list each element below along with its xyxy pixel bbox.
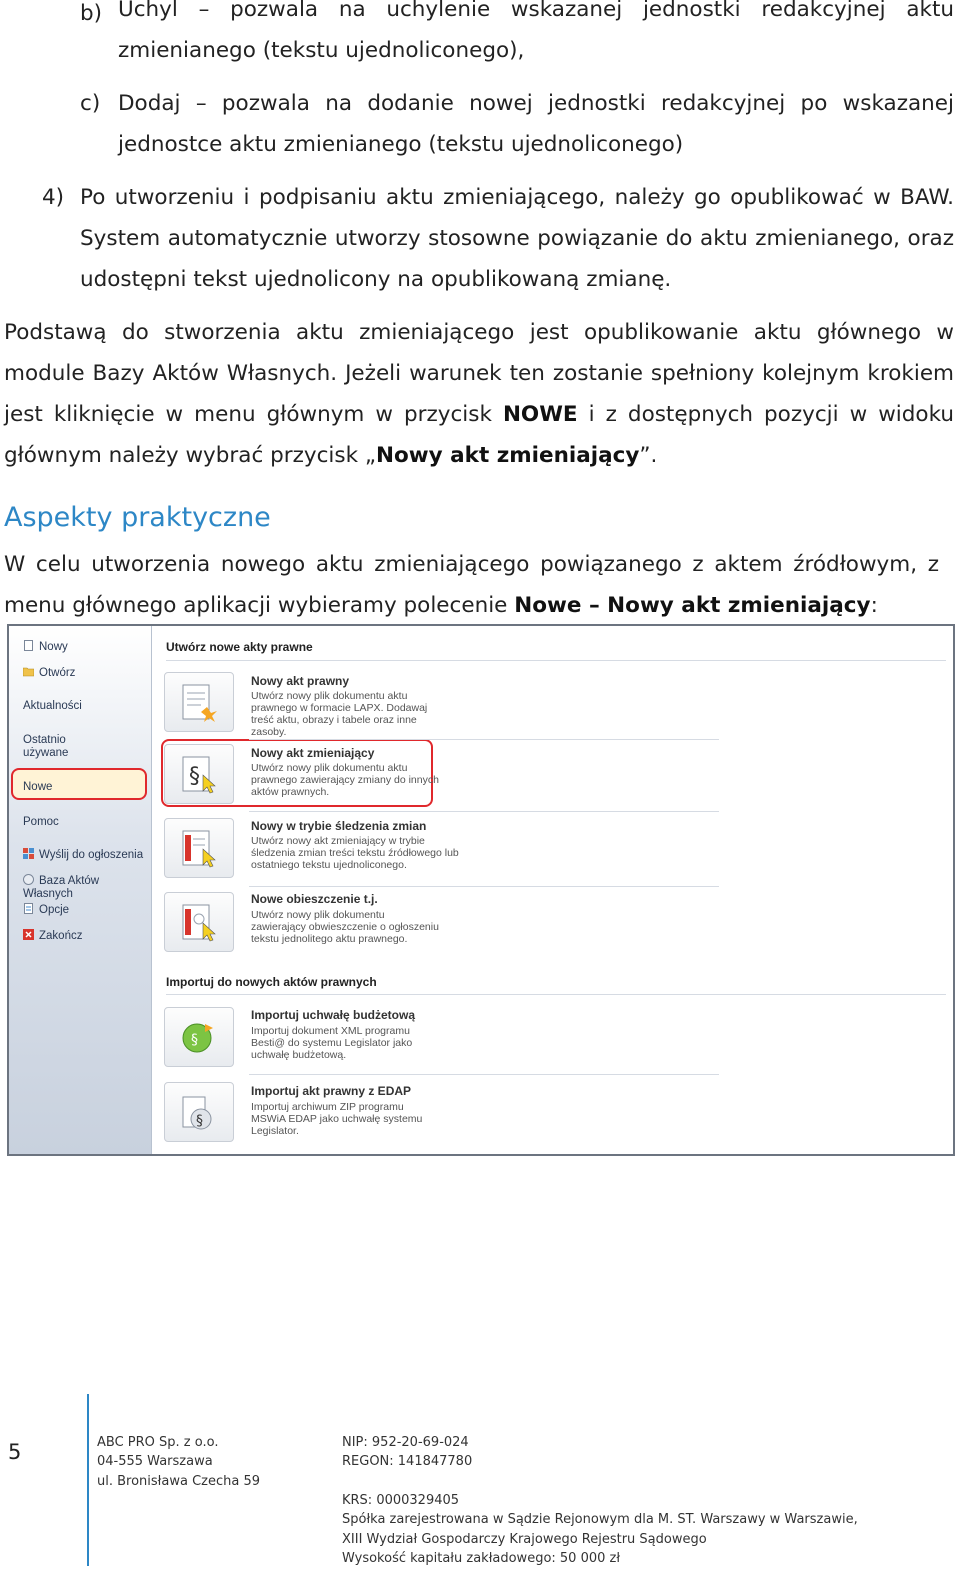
divider [166, 994, 946, 995]
close-icon [23, 929, 34, 940]
footer-company: ABC PRO Sp. z o.o. [97, 1435, 219, 1450]
sidebar-item-ostatnio[interactable]: Ostatnio używane [23, 734, 69, 759]
item-desc: Importuj dokument XML programu Besti@ do systemu Legislator jako uchwałę budżetową. [251, 1025, 413, 1061]
divider [249, 1074, 719, 1075]
item-desc: Importuj archiwum ZIP programu MSWiA EDAP jako uchwałę systemu Legislator. [251, 1101, 423, 1137]
item-desc: Utwórz nowy plik dokumentu aktu prawnego zawierający zmiany do innych aktów prawnych. [251, 762, 439, 798]
backstage-sidebar [9, 626, 152, 1154]
footer-divider [87, 1394, 89, 1566]
sidebar-item-wyslij[interactable]: Wyślij do ogłoszenia [23, 848, 143, 862]
footer-court2: XIII Wydział Gospodarczy Krajowego Rejestru Sądowego [342, 1532, 707, 1547]
paragraph-intro: Podstawą do stworzenia aktu zmieniającego jest opublikowanie aktu głównego w module Bazy Aktów Własnych. Jeżeli warunek ten zostanie spełniony kolejnym krokiem jest kliknięcie w menu głównym w przycisk NOWE i z dostępnych pozycji w widoku głównym należy wybrać przycisk „Nowy akt zmieniający”. [4, 320, 954, 468]
sidebar-item-aktualnosci[interactable]: Aktualności [23, 700, 82, 712]
list-item-b: Uchyl – pozwala na uchylenie wskazanej jednostki redakcyjnej aktu zmienianego (tekstu ujednoliconego), [118, 0, 954, 63]
folder-icon [23, 666, 34, 677]
paragraph-icon [177, 753, 221, 797]
app-screenshot [7, 624, 955, 1156]
footer-regon: REGON: 141847780 [342, 1454, 473, 1469]
sidebar-item-opcje[interactable]: Opcje [23, 903, 69, 917]
item-title: Nowy w trybie śledzenia zmian [251, 819, 427, 833]
divider [166, 660, 946, 661]
section-heading: Aspekty praktyczne [4, 502, 271, 533]
options-icon [23, 903, 34, 914]
new-doc-icon [23, 640, 34, 651]
track-changes-tile[interactable] [164, 818, 234, 878]
new-amending-act-tile[interactable] [164, 744, 234, 804]
sidebar-item-otworz[interactable]: Otwórz [23, 666, 75, 680]
list-label-b: b) [80, 1, 103, 26]
divider [249, 739, 719, 740]
svg-text:§: § [196, 1113, 203, 1129]
item-title: Nowy akt zmieniający [251, 746, 375, 760]
footer-krs: KRS: 0000329405 [342, 1493, 460, 1508]
database-icon [23, 874, 34, 885]
section-import-title: Importuj do nowych aktów prawnych [166, 975, 377, 989]
import-edap-icon [177, 1091, 221, 1135]
new-act-icon [177, 681, 221, 725]
item-title: Importuj akt prawny z EDAP [251, 1084, 412, 1098]
send-icon [23, 848, 34, 859]
import-budget-icon [177, 1016, 221, 1060]
list-label-c: c) [80, 91, 101, 116]
sidebar-item-nowe[interactable]: Nowe [23, 781, 53, 793]
footer-address2: ul. Bronisława Czecha 59 [97, 1474, 260, 1489]
item-title: Importuj uchwałę budżetową [251, 1008, 416, 1022]
new-act-tile[interactable] [164, 672, 234, 732]
item-desc: Utwórz nowy akt zmieniający w trybie śledzenia zmian treści tekstu źródłowego lub ostatniego tekstu ujednoliconego. [251, 835, 459, 871]
item-title: Nowy akt prawny [251, 674, 350, 688]
svg-text:§: § [189, 764, 200, 789]
divider [249, 886, 719, 887]
footer-court1: Spółka zarejestrowana w Sądzie Rejonowym dla M. ST. Warszawy w Warszawie, [342, 1512, 858, 1527]
notice-icon [177, 901, 221, 945]
paragraph-practical: W celu utworzenia nowego aktu zmieniającego powiązanego z aktem źródłowym, z menu głównego aplikacji wybieramy polecenie Nowe – Nowy akt zmieniający: [4, 552, 939, 618]
page-number: 5 [8, 1440, 22, 1464]
footer-address1: 04-555 Warszawa [97, 1454, 213, 1469]
sidebar-item-pomoc[interactable]: Pomoc [23, 816, 59, 828]
svg-text:§: § [191, 1032, 198, 1048]
list-item-c: Dodaj – pozwala na dodanie nowej jednostki redakcyjnej po wskazanej jednostce aktu zmienianego (tekstu ujednoliconego) [118, 91, 954, 157]
sidebar-item-baza[interactable]: Baza Aktów Własnych [23, 875, 100, 900]
new-notice-tile[interactable] [164, 892, 234, 952]
item-title: Nowe obieszczenie t.j. [251, 892, 378, 906]
item-desc: Utwórz nowy plik dokumentu aktu prawnego w formacie LAPX. Dodawaj treść aktu, obrazy i tabele oraz inne zasoby. [251, 690, 428, 738]
sidebar-item-nowy[interactable]: Nowy [23, 640, 68, 654]
footer-capital: Wysokość kapitału zakładowego: 50 000 zł [342, 1551, 621, 1566]
import-budget-tile[interactable] [164, 1007, 234, 1067]
footer-nip: NIP: 952-20-69-024 [342, 1435, 469, 1450]
list-item-4: Po utworzeniu i podpisaniu aktu zmieniającego, należy go opublikować w BAW. System automatycznie utworzy stosowne powiązanie do aktu zmienianego, oraz udostępni tekst ujednolicony na opublikowaną zmianę. [80, 185, 954, 292]
section-create-title: Utwórz nowe akty prawne [166, 640, 313, 654]
list-label-4: 4) [42, 185, 65, 210]
divider [249, 811, 719, 812]
track-changes-icon [177, 827, 221, 871]
import-edap-tile[interactable] [164, 1082, 234, 1142]
sidebar-item-zakoncz[interactable]: Zakończ [23, 929, 82, 943]
item-desc: Utwórz nowy plik dokumentu zawierający obwieszczenie o ogłoszeniu tekstu jednolitego aktu prawnego. [251, 909, 439, 945]
